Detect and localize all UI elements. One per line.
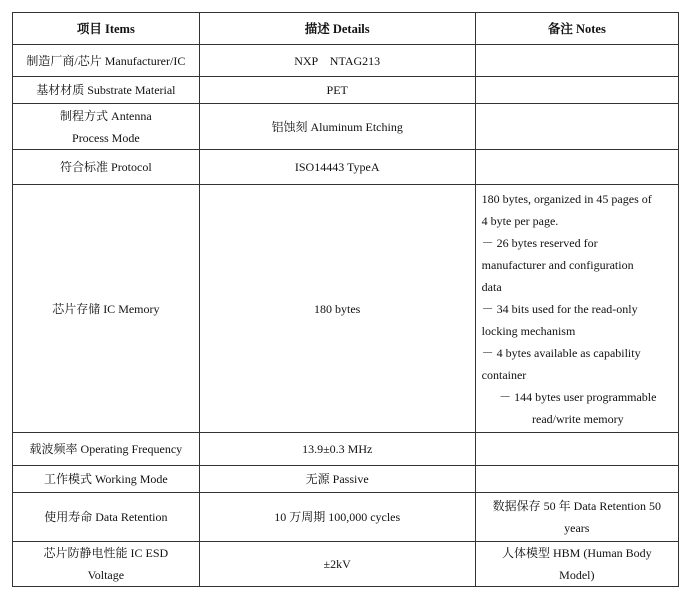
table-row	[13, 466, 679, 493]
note-line: 4 byte per page.	[481, 213, 559, 228]
item-cell: 芯片防静电性能 IC ESD Voltage	[13, 542, 200, 587]
item-cell: 符合标准 Protocol	[13, 150, 200, 185]
header-items: 项目 Items	[13, 13, 200, 45]
notes-cell	[475, 77, 678, 104]
notes-cell: 人体模型 HBM (Human Body Model)	[475, 542, 678, 587]
details-cell: 180 bytes	[199, 185, 475, 433]
note-line: － 26 bytes reserved for	[481, 235, 598, 250]
details-cell: NXP NTAG213	[199, 45, 475, 77]
note-line: － 4 bytes available as capability	[481, 345, 641, 360]
table-row	[13, 104, 679, 150]
note-line: － 144 bytes user programmable	[499, 389, 657, 404]
item-cell: 载波频率 Operating Frequency	[13, 433, 200, 466]
item-cell: 制造厂商/芯片 Manufacturer/IC	[13, 45, 200, 77]
details-cell: ±2kV	[199, 542, 475, 587]
table-row	[13, 45, 679, 77]
notes-cell	[475, 45, 678, 77]
table-row	[13, 493, 679, 542]
table-row	[13, 433, 679, 466]
table-row	[13, 150, 679, 185]
header-details: 描述 Details	[199, 13, 475, 45]
header-notes: 备注 Notes	[475, 13, 678, 45]
note-line: data	[481, 279, 502, 294]
details-cell: ISO14443 TypeA	[199, 150, 475, 185]
note-line: 180 bytes, organized in 45 pages of	[481, 191, 652, 206]
header-row	[13, 13, 679, 45]
notes-cell	[475, 466, 678, 493]
notes-cell	[475, 104, 678, 150]
item-cell: 芯片存储 IC Memory	[13, 185, 200, 433]
notes-cell	[475, 150, 678, 185]
note-line: read/write memory	[532, 411, 624, 426]
notes-cell-memory	[475, 185, 678, 433]
item-cell: 工作模式 Working Mode	[13, 466, 200, 493]
details-cell: 无源 Passive	[199, 466, 475, 493]
details-cell: 铝蚀刻 Aluminum Etching	[199, 104, 475, 150]
details-cell: 13.9±0.3 MHz	[199, 433, 475, 466]
table-row	[13, 542, 679, 587]
table-row	[13, 185, 679, 433]
note-line: － 34 bits used for the read-only	[481, 301, 638, 316]
notes-cell: 数据保存 50 年 Data Retention 50 years	[475, 493, 678, 542]
note-line: locking mechanism	[481, 323, 576, 338]
details-cell: PET	[199, 77, 475, 104]
table-row	[13, 77, 679, 104]
item-cell: 使用寿命 Data Retention	[13, 493, 200, 542]
details-cell: 10 万周期 100,000 cycles	[199, 493, 475, 542]
notes-cell	[475, 433, 678, 466]
note-line: container	[481, 367, 527, 382]
note-line: manufacturer and configuration	[481, 257, 634, 272]
item-cell: 制程方式 Antenna Process Mode	[13, 104, 200, 150]
item-cell: 基材材质 Substrate Material	[13, 77, 200, 104]
spec-table	[12, 12, 679, 587]
